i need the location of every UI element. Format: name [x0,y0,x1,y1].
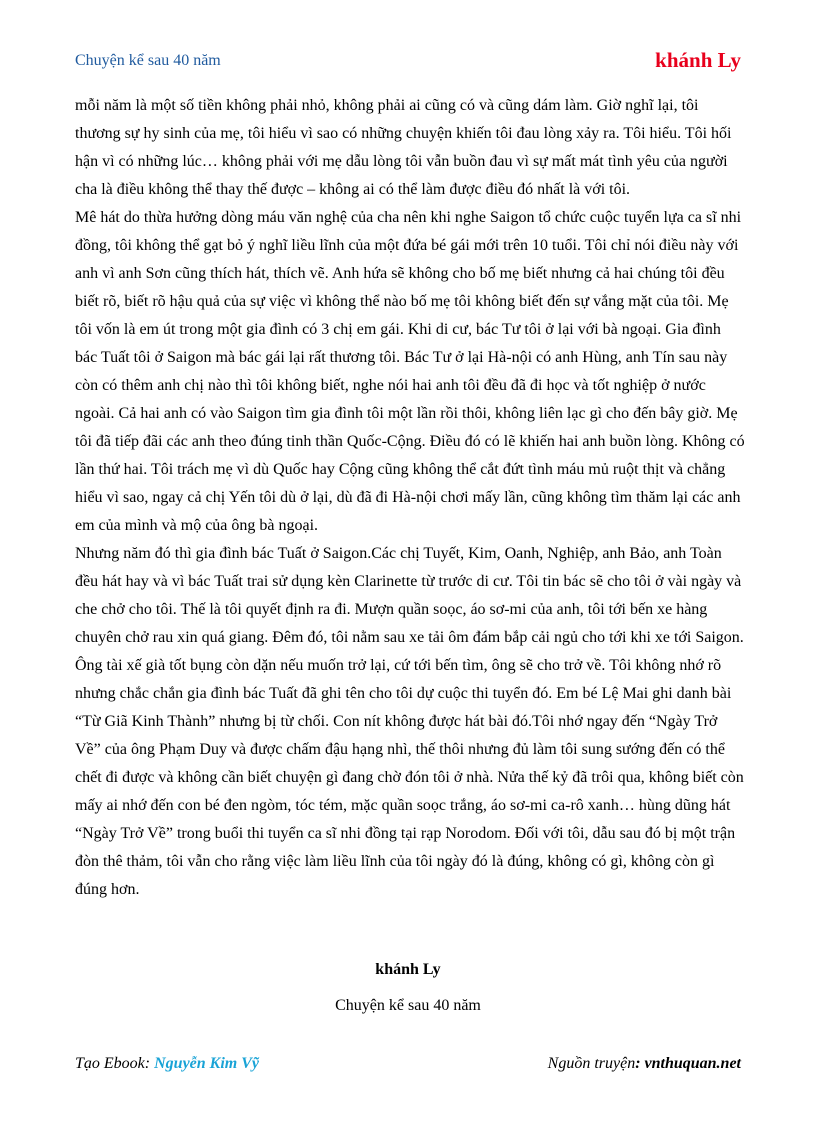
ebook-creator: Nguyễn Kim Vỹ [154,1055,259,1072]
source-site: vnthuquan.net [644,1055,741,1072]
source-separator: : [635,1055,645,1072]
signature-title: Chuyện kể sau 40 năm [335,997,481,1014]
source-label: Nguồn truyện [547,1055,636,1072]
paragraph: Nhưng năm đó thì gia đình bác Tuất ở Saigon.Các chị Tuyết, Kim, Oanh, Nghiệp, anh Bảo, anh Toàn đều hát hay và vì bác Tuất trai sử dụng kèn Clarinette từ trước di cư. Tôi tin bác sẽ cho tôi ở vài ngày và che chở cho tôi. Thế là tôi quyết định ra đi. Mượn quần soọc, áo sơ-mi của anh, tôi tới bến xe hàng chuyên chở rau xin quá giang. Đêm đó, tôi nằm sau xe tải ôm đám bắp cải ngủ cho tới khi xe tới Saigon. Ông tài xế già tốt bụng còn dặn nếu muốn trở lại, cứ tới bến tìm, ông sẽ cho trở về. Tôi không nhớ rõ nhưng chắc chắn gia đình bác Tuất đã ghi tên cho tôi dự cuộc thi tuyển đó. Em bé Lệ Mai ghi danh bài “Từ Giã Kinh Thành” nhưng bị từ chối. Con nít không được hát bài đó.Tôi nhớ ngay đến “Ngày Trở Về” của ông Phạm Duy và được chấm đậu hạng nhì, thế thôi nhưng đủ làm tôi sung sướng đến có thể chết đi được và không cần biết chuyện gì đang chờ đón tôi ở nhà. Nửa thế kỷ đã trôi qua, không biết còn mấy ai nhớ đến con bé đen ngòm, tóc tém, mặc quần soọc trắng, áo sơ-mi ca-rô xanh… hùng dũng hát “Ngày Trở Về” trong buổi thi tuyển ca sĩ nhi đồng tại rạp Norodom. Đối với tôi, dẫu sau đó bị một trận đòn thê thảm, tôi vẫn cho rằng việc làm liều lĩnh của tôi ngày đó là đúng, không có gì, không còn gì đúng hơn. [75,545,744,898]
header-author: khánh Ly [655,48,741,72]
signature-author: khánh Ly [375,961,441,978]
ebook-separator: : [144,1055,155,1072]
ebook-label: Tạo Ebook [75,1055,145,1072]
footer-source-credit [548,1055,741,1073]
paragraph: mỗi năm là một số tiền không phải nhỏ, không phải ai cũng có và cũng dám làm. Giờ nghĩ lại, tôi thương sự hy sinh của mẹ, tôi hiểu vì sao có những chuyện khiến tôi đau lòng xảy ra. Tôi hiểu. Tôi hối hận vì có những lúc… không phải với mẹ dẫu lòng tôi vẫn buồn đau vì sự mất mát tình yêu của người cha là điều không thể thay thế được – không ai có thể làm được điều đó nhất là với tôi. [75,97,732,198]
document-body [75,92,745,904]
paragraph: Mê hát do thừa hưởng dòng máu văn nghệ của cha nên khi nghe Saigon tổ chức cuộc tuyển lựa ca sĩ nhi đồng, tôi không thể gạt bỏ ý nghĩ liều lĩnh của một đứa bé gái mới trên 10 tuổi. Tôi chỉ nói điều này với anh vì anh Sơn cũng thích hát, thích vẽ. Anh hứa sẽ không cho bố mẹ biết nhưng cả hai chúng tôi đều biết rõ, biết rõ hậu quả của sự việc vì không thể nào bố mẹ tôi không biết đến sự vắng mặt của tôi. Mẹ tôi vốn là em út trong một gia đình có 3 chị em gái. Khi di cư, bác Tư tôi ở lại với bà ngoại. Gia đình bác Tuất tôi ở Saigon mà bác gái lại rất thương tôi. Bác Tư ở lại Hà-nội có anh Hùng, anh Tín sau này còn có thêm anh chị nào thì tôi không biết, nghe nói hai anh tôi đều đã đi học và tốt nghiệp ở nước ngoài. Cả hai anh có vào Saigon tìm gia đình tôi một lần rồi thôi, không liên lạc gì cho đến bây giờ. Mẹ tôi đã tiếp đãi các anh theo đúng tinh thần Quốc-Cộng. Điều đó có lẽ khiến hai anh buồn lòng. Không có lần thứ hai. Tôi trách mẹ vì dù Quốc hay Cộng cũng không thể cắt đứt tình máu mủ ruột thịt và chẳng hiểu vì sao, ngay cả chị Yến tôi dù ở lại, dù đã đi Hà-nội chơi mấy lần, cũng không tìm thăm lại các anh em của mình và mộ của ông bà ngoại. [75,209,745,534]
header-book-title: Chuyện kể sau 40 năm [75,52,221,69]
footer-ebook-credit [75,1055,259,1073]
